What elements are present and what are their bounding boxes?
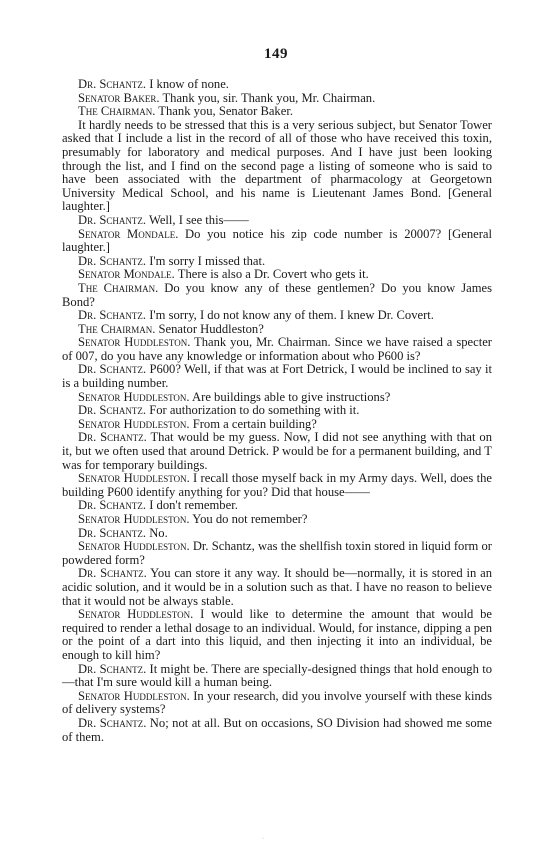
paragraph-text: I don't remember.	[146, 498, 238, 513]
transcript-paragraph	[62, 214, 492, 228]
speaker-name: Dr. Schantz.	[78, 403, 147, 418]
speaker-name: Senator Mondale.	[78, 267, 175, 282]
speaker-name: Dr. Schantz.	[78, 566, 147, 581]
speaker-name: Dr. Schantz.	[78, 715, 147, 730]
paragraph-text: No.	[146, 525, 168, 540]
footer-mark: ·	[262, 836, 264, 842]
paragraph-text: From a certain building?	[189, 416, 317, 431]
transcript-paragraph	[62, 78, 492, 92]
transcript-paragraph	[62, 527, 492, 541]
transcript-paragraph	[62, 119, 492, 214]
paragraph-text: I recall those myself back in my Army days. Well, does the building P600 identify anything for you? Did that house——	[62, 471, 492, 499]
paragraph-text: Are buildings able to give instructions?	[189, 389, 391, 404]
transcript-paragraph	[62, 499, 492, 513]
transcript-paragraph	[62, 105, 492, 119]
paragraph-text: I'm sorry, I do not know any of them. I knew Dr. Covert.	[146, 308, 434, 323]
transcript-paragraph	[62, 228, 492, 255]
speaker-name: Dr. Schantz.	[78, 212, 147, 227]
speaker-name: The Chairman.	[78, 104, 156, 119]
paragraph-text: It hardly needs to be stressed that this is a very serious subject, but Senator Tower asked that I include a list in the record of all of those who have received this toxin, presumably for laboratory and medical purposes. And I have just been looking through the list, and I find on the second page a listing of someone who is said to have been associated with the department of pharmacology at Georgetown University Medical School, and his name is Lieutenant James Bond. [General laughter.]	[62, 117, 492, 214]
transcript-paragraph	[62, 92, 492, 106]
paragraph-text: Do you know any of these gentlemen? Do you know James Bond?	[62, 280, 492, 309]
paragraph-text: Thank you, Mr. Chairman. Since we have raised a specter of 007, do you have any knowledge or information about who P600 is?	[62, 335, 492, 363]
transcript-paragraph	[62, 567, 492, 608]
paragraph-text: There is also a Dr. Covert who gets it.	[174, 267, 369, 282]
transcript-paragraph	[62, 336, 492, 363]
page-number: 149	[264, 46, 288, 62]
transcript-paragraph	[62, 472, 492, 499]
transcript-paragraph	[62, 282, 492, 309]
transcript-paragraph	[62, 363, 492, 390]
speaker-name: Dr. Schantz.	[78, 430, 147, 445]
speaker-name: Dr. Schantz.	[78, 525, 147, 540]
paragraph-text: I know of none.	[146, 77, 229, 91]
speaker-name: Senator Huddleston.	[78, 688, 190, 703]
speaker-name: Senator Huddleston.	[78, 471, 190, 486]
transcript-paragraph	[62, 418, 492, 432]
speaker-name: Senator Huddleston.	[78, 539, 190, 554]
paragraph-text: It might be. There are specially-designed things that hold enough to—that I'm sure would kill a human being.	[62, 661, 492, 690]
paragraph-text: Well, I see this——	[146, 212, 249, 227]
speaker-name: Senator Huddleston.	[78, 335, 191, 350]
speaker-name: Dr. Schantz.	[78, 661, 147, 676]
paragraph-text: In your research, did you involve yourself with these kinds of delivery systems?	[62, 688, 492, 717]
transcript-paragraph	[62, 391, 492, 405]
speaker-name: Senator Huddleston.	[78, 416, 190, 431]
speaker-name: Senator Huddleston.	[78, 607, 194, 622]
transcript-paragraph	[62, 540, 492, 567]
transcript-paragraph	[62, 255, 492, 269]
paragraph-text: You can store it any way. It should be—normally, it is stored in an acidic solution, and it would be in a solution such as that. I have no reason to believe that it would not be always stable.	[62, 566, 492, 608]
speaker-name: Dr. Schantz.	[78, 498, 147, 513]
transcript-paragraph	[62, 404, 492, 418]
transcript-paragraph	[62, 717, 492, 744]
speaker-name: Dr. Schantz.	[78, 253, 147, 268]
speaker-name: Senator Huddleston.	[78, 512, 190, 526]
transcript-paragraph	[62, 663, 492, 690]
speaker-name: Dr. Schantz.	[78, 362, 147, 377]
paragraph-text: I would like to determine the amount that would be required to render a lethal dosage to an individual. Would, for instance, dipping a pen or the point of a dart into this liquid, and then injecting it into an individual, be enough to kill him?	[62, 607, 492, 662]
transcript-paragraph	[62, 309, 492, 323]
paragraph-text: P600? Well, if that was at Fort Detrick, I would be inclined to say it is a building number.	[62, 362, 492, 391]
transcript-paragraph	[62, 690, 492, 717]
speaker-name: Senator Mondale.	[78, 226, 179, 241]
paragraph-text: Do you notice his zip code number is 20007? [General laughter.]	[62, 226, 492, 255]
speaker-name: Dr. Schantz.	[78, 77, 147, 91]
transcript-paragraph	[62, 431, 492, 472]
paragraph-text: You do not remember?	[189, 512, 308, 526]
paragraph-text: Thank you, Senator Baker.	[155, 104, 293, 119]
speaker-name: The Chairman.	[78, 280, 159, 295]
speaker-name: Senator Baker.	[78, 90, 160, 105]
transcript-paragraph	[62, 608, 492, 662]
transcript-paragraph	[62, 323, 492, 337]
speaker-name: The Chairman.	[78, 321, 156, 336]
paragraph-text: I'm sorry I missed that.	[146, 253, 266, 268]
speaker-name: Senator Huddleston.	[78, 389, 190, 404]
transcript-paragraph	[62, 513, 492, 527]
paragraph-text: Senator Huddleston?	[155, 321, 264, 336]
paragraph-text: Dr. Schantz, was the shellfish toxin stored in liquid form or powdered form?	[62, 539, 492, 567]
speaker-name: Dr. Schantz.	[78, 308, 147, 323]
transcript-paragraph	[62, 268, 492, 282]
paragraph-text: That would be my guess. Now, I did not see anything with that on it, but we often used that around Detrick. P would be for a permanent building, and T was for temporary buildings.	[62, 430, 492, 472]
paragraph-text: No; not at all. But on occasions, SO Division had showed me some of them.	[62, 715, 493, 744]
transcript-body	[62, 78, 492, 744]
paragraph-text: Thank you, sir. Thank you, Mr. Chairman.	[159, 90, 376, 105]
paragraph-text: For authorization to do something with it.	[146, 403, 360, 418]
